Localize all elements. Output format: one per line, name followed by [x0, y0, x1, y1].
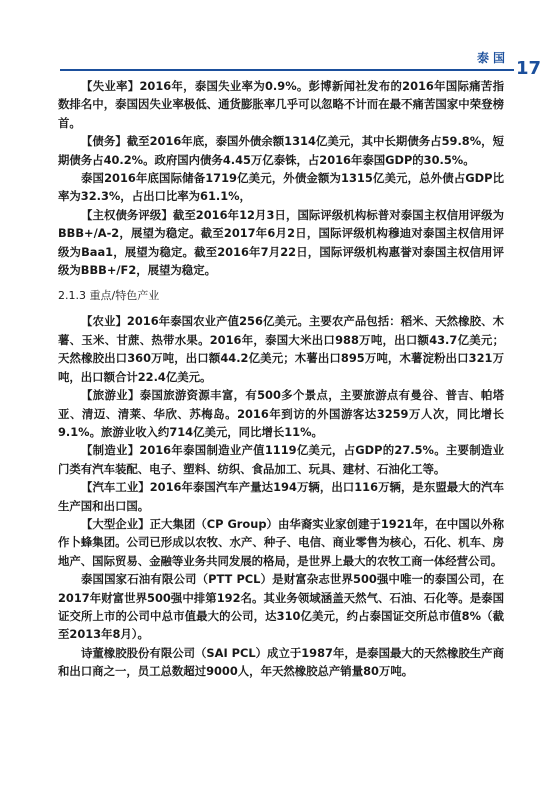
- running-header-title: 泰国: [476, 51, 509, 65]
- paragraph-large-enterprises-ptt: 泰国国家石油有限公司（PTT PCL）是财富杂志世界500强中唯一的泰国公司，在2017年财富世界500强中排第192名。其业务领域涵盖天然气、石油、石化等。是泰国证交所上市的公司中总市值最大的公司，达310亿美元，约占泰国证交所总市值8%（截至2013年8月）。: [58, 572, 504, 642]
- section-heading-industries: 2.1.3 重点/特色产业: [58, 289, 160, 303]
- paragraph-manufacturing: 【制造业】2016年泰国制造业产值1119亿美元，占GDP的27.5%。主要制造业门类有汽车装配、电子、塑料、纺织、食品加工、玩具、建材、石油化工等。: [58, 443, 504, 476]
- paragraph-reserves: 泰国2016年底国际储备1719亿美元，外债金额为1315亿美元，总外债占GDP比率为32.3%，占出口比率为61.1%，: [58, 171, 504, 204]
- paragraph-sovereign-rating: 【主权债务评级】截至2016年12月3日，国际评级机构标普对泰国主权信用评级为BBB+/A-2，展望为稳定。截至2017年6月2日，国际评级机构穆迪对泰国主权信用评级为Baa1，展望为稳定。截至2016年7月22日，国际评级机构惠誉对泰国主权信用评级为BBB+/F2，展望为稳定。: [58, 207, 504, 278]
- paragraph-large-enterprises-sai: 诗董橡胶股份有限公司（SAI PCL）成立于1987年，是泰国最大的天然橡胶生产商和出口商之一，员工总数超过9000人，年天然橡胶总产销量80万吨。: [58, 645, 504, 679]
- paragraph-tourism: 【旅游业】泰国旅游资源丰富，有500多个景点，主要旅游点有曼谷、普吉、帕塔亚、清迈、清莱、华欣、苏梅岛。2016年到访的外国游客达3259万人次，同比增长9.1%。旅游业收入约714亿美元，同比增长11%。: [58, 388, 504, 439]
- paragraph-debt: 【债务】截至2016年底，泰国外债余额1314亿美元，其中长期债务占59.8%，短期债务占40.2%。政府国内债务4.45万亿泰铢，占2016年泰国GDP的30.5%。: [58, 134, 504, 167]
- paragraph-agriculture: 【农业】2016年泰国农业产值256亿美元。主要农产品包括：稻米、天然橡胶、木薯、玉米、甘蔗、热带水果。2016年，泰国大米出口988万吨，出口额43.7亿美元；天然橡胶出口360万吨，出口额44.2亿美元；木薯出口895万吨，木薯淀粉出口321万吨，出口额合计22.4亿美元。: [58, 314, 504, 384]
- header-rule: [60, 69, 514, 71]
- page-body: [58, 77, 504, 681]
- page-number: 17: [515, 58, 541, 79]
- paragraph-automotive: 【汽车工业】2016年泰国汽车产量达194万辆，出口116万辆，是东盟最大的汽车生产国和出口国。: [58, 480, 504, 513]
- paragraph-unemployment: 【失业率】2016年，泰国失业率为0.9%。彭博新闻社发布的2016年国际痛苦指数排名中，泰国因失业率极低、通货膨胀率几乎可以忽略不计而在最不痛苦国家中荣登榜首。: [58, 79, 504, 130]
- paragraph-large-enterprises-cp: 【大型企业】正大集团（CP Group）由华裔实业家创建于1921年，在中国以外称作卜蜂集团。公司已形成以农牧、水产、种子、电信、商业零售为核心，石化、机车、房地产、国际贸易、金融等业务共同发展的格局，是世界上最大的农牧工商一体经营公司。: [58, 516, 504, 568]
- page-header: [0, 0, 559, 80]
